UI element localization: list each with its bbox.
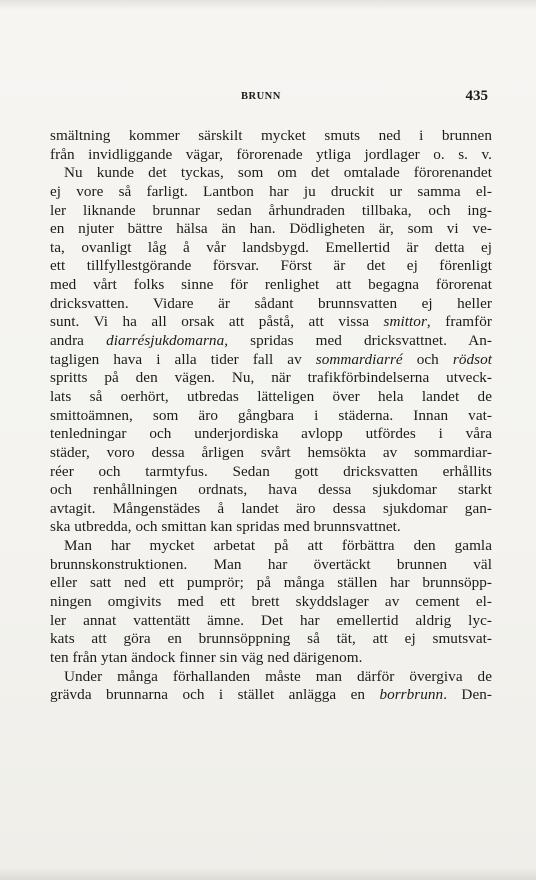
text-line: ska utbredda, och smittan kan spridas med brunnsvattnet. [50,518,401,536]
text-line: ta, ovanligt låg å vår landsbygd. Emellertid är detta ej [50,238,492,256]
text-line: andra diarrésjukdomarna, spridas med dricksvattnet. An- [50,332,492,350]
text-line: smittoämnen, som äro gångbara i städerna. Innan vat- [50,406,492,424]
text-line: ler liknande brunnar sedan århundraden tillbaka, och ing- [50,201,492,219]
page-bottom-edge [0,868,536,880]
page-number: 435 [465,88,488,104]
text-line: dricksvatten. Vidare är sådant brunnsvatten ej heller [50,294,492,312]
text-line: ler annat vattentätt ämne. Det har emellertid aldrig lyc- [50,611,492,629]
text-line: kats att göra en brunnsöppning så tät, att ej smutsvat- [50,630,492,648]
text-line: ej vore så farligt. Lantbon har ju druckit ur samma el- [50,182,492,200]
text-line: med vårt folks sinne för renlighet att begagna förorenat [50,276,492,294]
text-line: tenledningar och underjordiska avlopp utfördes i våra [50,425,492,443]
text-line: tagligen hava i alla tider fall av sommardiarré och rödsot [50,350,492,368]
text-line: eller satt ned ett pumprör; på många ställen har brunnsöpp- [50,574,492,592]
text-line: en njuter bättre hälsa än han. Dödligheten är, som vi ve- [50,220,492,238]
text-line: spritts på den vägen. Nu, när trafikförbindelserna utveck- [50,369,492,387]
text-line: Under många förhallanden måste man därför övergiva de [64,667,492,685]
text-line: ten från ytan ändock finner sin väg ned därigenom. [50,648,363,666]
text-line: och renhållningen ordnats, hava dessa sjukdomar starkt [50,481,492,499]
running-title: BRUNN [241,91,281,102]
page-top-edge [0,0,536,10]
text-line: brunnskonstruktionen. Man har övertäckt brunnen väl [50,555,492,573]
text-line: Nu kunde det tyckas, som om det omtalade förorenandet [64,164,492,182]
body-text [50,127,492,705]
text-line: réer och tarmtyfus. Sedan gott dricksvatten erhållits [50,462,492,480]
text-line: från invidliggande vägar, förorenade ytliga jordlager o. s. v. [50,145,492,163]
text-line: ett tillfyllestgörande försvar. Först är det ej förenligt [50,257,492,275]
text-line: lats så oerhört, utbredas lätteligen över hela landet de [50,387,492,405]
text-line: ningen omgivits med ett brett skyddslager av cement el- [50,593,492,611]
text-line: smältning kommer särskilt mycket smuts ned i brunnen [50,127,492,144]
text-line: grävda brunnarna och i stället anlägga en borrbrunn. Den- [50,686,492,704]
text-line: Man har mycket arbetat på att förbättra den gamla [64,537,492,555]
text-line: sunt. Vi ha all orsak att påstå, att vissa smittor, framför [50,313,493,331]
text-line: avtagit. Mångenstädes å landet äro dessa sjukdomar gan- [50,499,492,517]
text-line: städer, voro dessa årligen svårt hemsökta av sommardiar- [50,443,492,461]
